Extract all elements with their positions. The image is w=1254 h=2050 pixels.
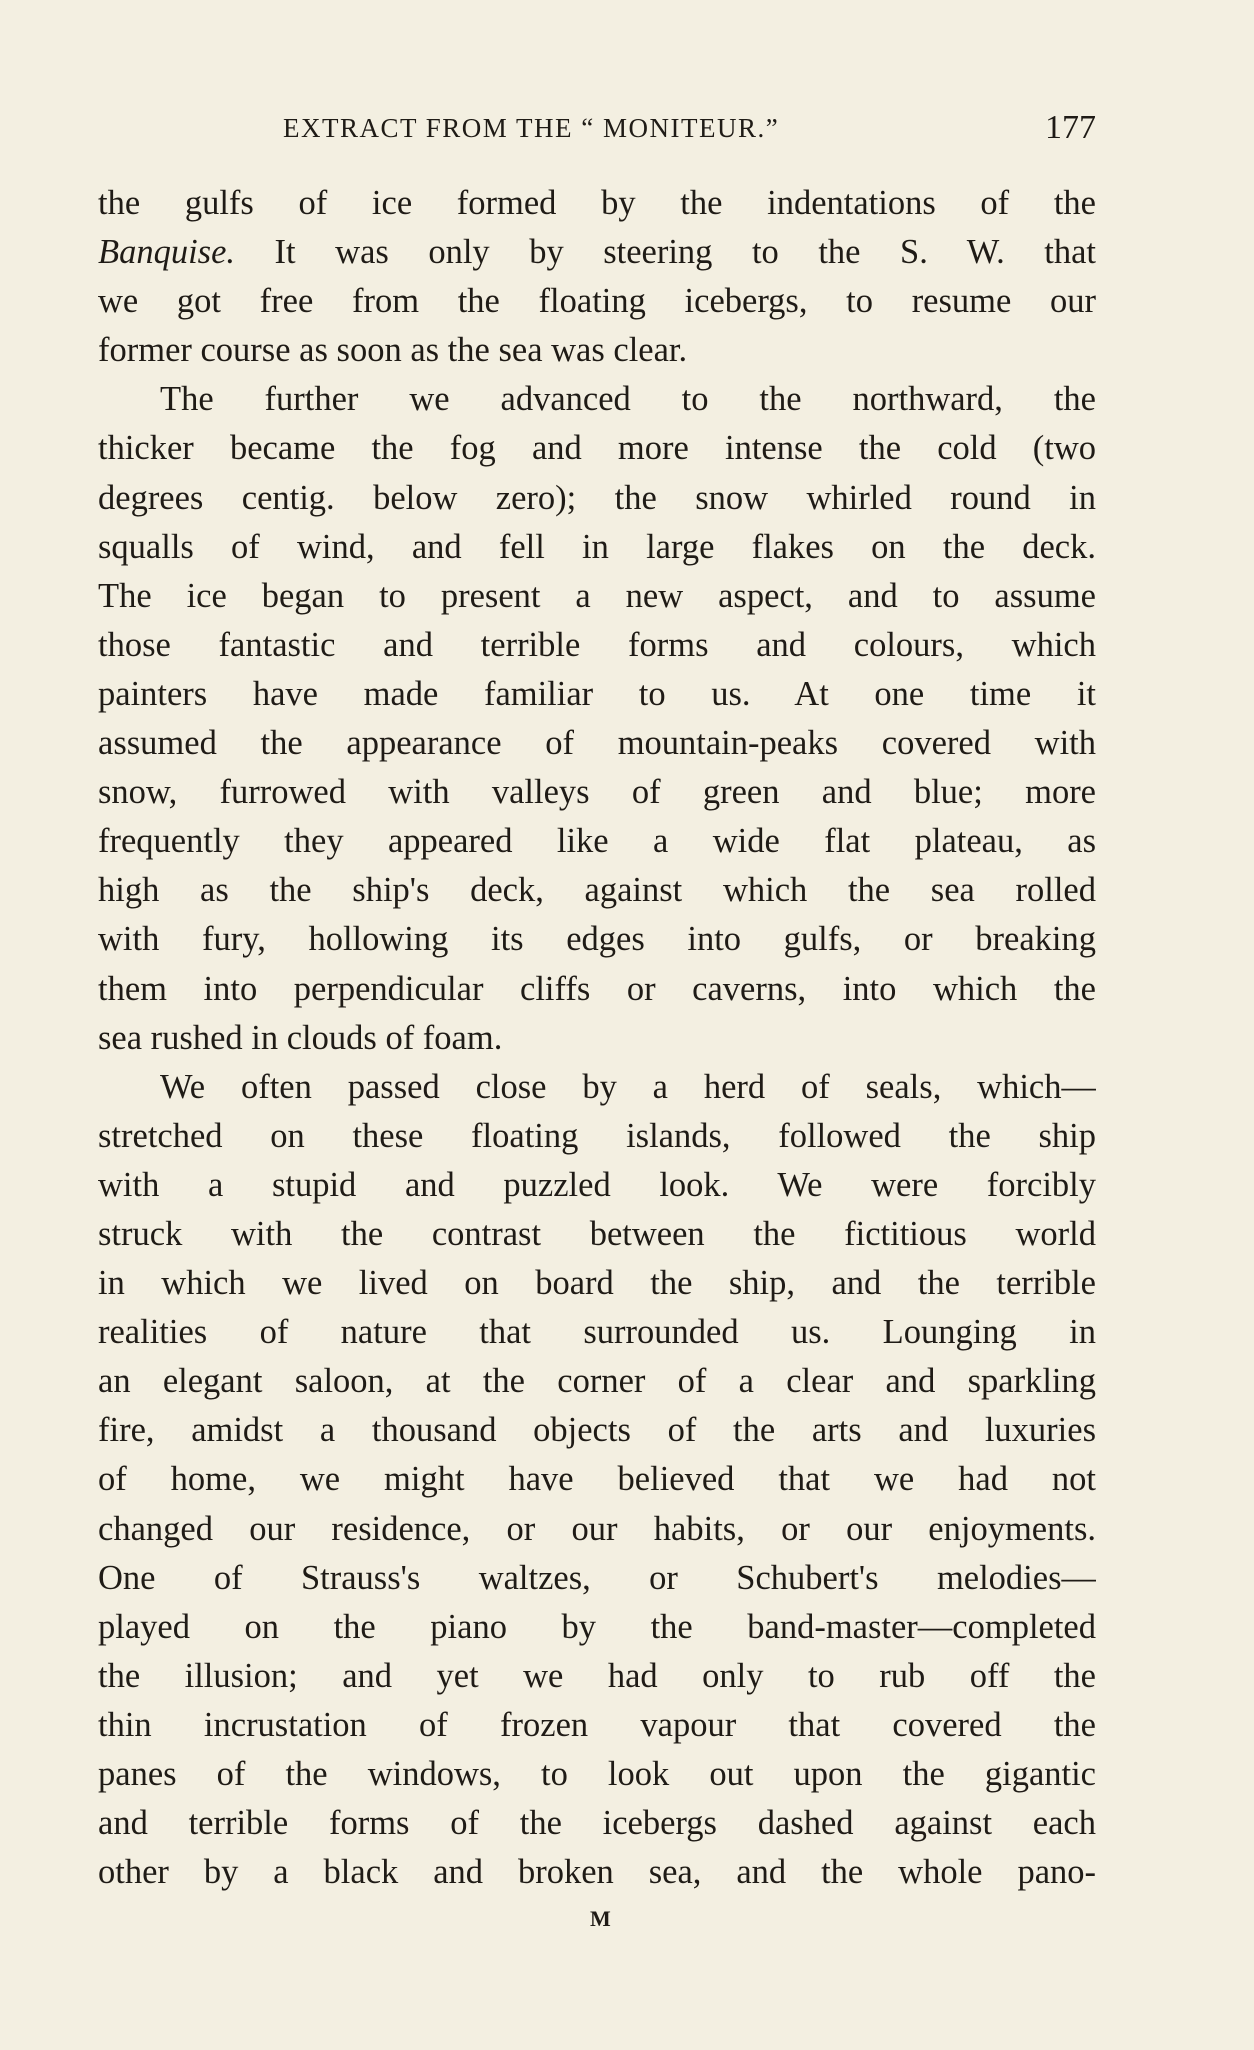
text-line-content: them into perpendicular cliffs or caverns, into which the [98, 969, 1096, 1008]
text-line [98, 326, 1096, 375]
text-line [98, 1799, 1096, 1848]
text-line [98, 817, 1096, 866]
text-line [98, 768, 1096, 817]
text-line-content: We often passed close by a herd of seals, which— [160, 1067, 1096, 1106]
text-line-content: panes of the windows, to look out upon the gigantic [98, 1755, 1096, 1793]
text-line [98, 375, 1096, 424]
text-line [98, 1455, 1096, 1504]
text-line-content: played on the piano by the band-master—completed [98, 1607, 1096, 1646]
text-line-content: former course as soon as the sea was clear. [98, 331, 688, 370]
text-line [98, 1063, 1096, 1112]
text-line-content: and terrible forms of the icebergs dashed against each [98, 1804, 1096, 1843]
text-line-content: an elegant saloon, at the corner of a clear and sparkling [98, 1362, 1096, 1401]
text-line [98, 965, 1096, 1014]
text-line [98, 1848, 1096, 1897]
text-line-content: The further we advanced to the northward, the [160, 380, 1096, 419]
text-line [98, 424, 1096, 473]
text-line-content: It was only by steering to the S. W. that [235, 233, 1096, 272]
body-text [98, 179, 1096, 1897]
text-line-content: of home, we might have believed that we had not [98, 1460, 1096, 1499]
text-line-content: changed our residence, or our habits, or our enjoyments. [98, 1509, 1096, 1548]
text-line [98, 523, 1096, 572]
text-line-content: frequently they appeared like a wide flat plateau, as [98, 822, 1096, 861]
text-line-content: high as the ship's deck, against which the sea rolled [98, 871, 1096, 910]
text-line-content: the illusion; and yet we had only to rub off the [98, 1656, 1096, 1695]
text-line [98, 572, 1096, 621]
text-line-content: thin incrustation of frozen vapour that covered the [98, 1705, 1096, 1744]
text-line-content: assumed the appearance of mountain-peaks covered with [98, 724, 1096, 763]
text-line [98, 1161, 1096, 1210]
text-line-content: painters have made familiar to us. At one time it [98, 674, 1096, 713]
text-line-content: thicker became the fog and more intense the cold (two [98, 429, 1096, 468]
text-line [98, 1554, 1096, 1603]
text-line [98, 1603, 1096, 1652]
text-line-content: we got free from the floating icebergs, to resume our [98, 282, 1096, 321]
text-line [98, 179, 1096, 228]
text-line [98, 1505, 1096, 1554]
italic-term: Banquise. [98, 233, 236, 272]
text-line [98, 228, 1096, 277]
text-line [98, 277, 1096, 326]
text-line-content: The ice began to present a new aspect, and to assume [98, 576, 1096, 615]
text-line-content: those fantastic and terrible forms and colours, which [98, 625, 1096, 664]
text-line [98, 1308, 1096, 1357]
running-head: EXTRACT FROM THE “ MONITEUR.” [283, 113, 780, 143]
text-line [98, 1701, 1096, 1750]
text-line-content: other by a black and broken sea, and the whole pano- [98, 1853, 1096, 1892]
text-line-content: squalls of wind, and fell in large flakes on the deck. [98, 527, 1096, 566]
text-line [98, 1259, 1096, 1308]
text-line [98, 1357, 1096, 1406]
signature-mark: M [590, 1906, 612, 1931]
text-line [98, 866, 1096, 915]
text-line [98, 915, 1096, 964]
text-line [98, 621, 1096, 670]
page-number: 177 [1045, 109, 1096, 146]
text-line [98, 474, 1096, 523]
text-line-content: the gulfs of ice formed by the indentations of the [98, 184, 1096, 222]
text-line [98, 1652, 1096, 1701]
text-line [98, 1014, 1096, 1063]
text-line [98, 1750, 1096, 1799]
text-line [98, 1406, 1096, 1455]
text-line-content: struck with the contrast between the fictitious world [98, 1214, 1096, 1253]
text-line-content: fire, amidst a thousand objects of the arts and luxuries [98, 1411, 1096, 1450]
text-line-content: One of Strauss's waltzes, or Schubert's melodies— [98, 1558, 1096, 1597]
text-line-content: degrees centig. below zero); the snow whirled round in [98, 478, 1096, 517]
text-line [98, 1112, 1096, 1161]
text-line-content: with fury, hollowing its edges into gulfs, or breaking [98, 920, 1096, 959]
text-line [98, 670, 1096, 719]
text-line-content: in which we lived on board the ship, and the terrible [98, 1264, 1096, 1303]
page-header [100, 103, 1096, 153]
text-line-content: with a stupid and puzzled look. We were forcibly [98, 1165, 1096, 1204]
text-line [98, 719, 1096, 768]
text-line-content: realities of nature that surrounded us. Lounging in [98, 1313, 1096, 1352]
text-line [98, 1210, 1096, 1259]
text-line-content: stretched on these floating islands, followed the ship [98, 1116, 1096, 1155]
text-line-content: sea rushed in clouds of foam. [98, 1018, 503, 1057]
text-line-content: snow, furrowed with valleys of green and blue; more [98, 773, 1096, 812]
